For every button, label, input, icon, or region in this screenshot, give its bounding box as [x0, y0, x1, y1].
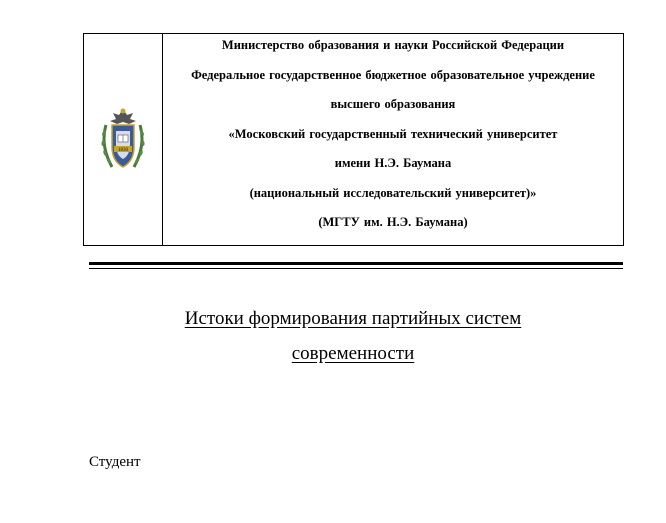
- header-text-cell: [163, 34, 623, 245]
- header-divider-thick: [89, 262, 623, 265]
- header-divider-thin: [89, 268, 623, 269]
- student-label: Студент: [89, 454, 141, 470]
- bmstu-emblem-icon: [98, 105, 148, 175]
- header-line-higher-education: высшего образования: [330, 97, 456, 112]
- header-line-institution-type: Федеральное государственное бюджетное образовательное учреждение: [191, 67, 595, 82]
- header-line-abbreviation: (МГТУ им. Н.Э. Баумана): [318, 215, 468, 230]
- document-title-line-2: современности: [291, 343, 415, 364]
- header-line-research: (национальный исследовательский университет)»: [249, 185, 537, 200]
- logo-cell: [84, 34, 163, 245]
- header-line-bauman: имени Н.Э. Баумана: [334, 156, 452, 171]
- document-title-line-1: Истоки формирования партийных систем: [184, 308, 522, 329]
- header-table: [83, 33, 624, 246]
- header-line-university-name: «Московский государственный технический университет: [228, 126, 558, 141]
- emblem-year: 1830: [118, 147, 128, 153]
- header-line-ministry: Министерство образования и науки Российской Федерации: [221, 38, 565, 52]
